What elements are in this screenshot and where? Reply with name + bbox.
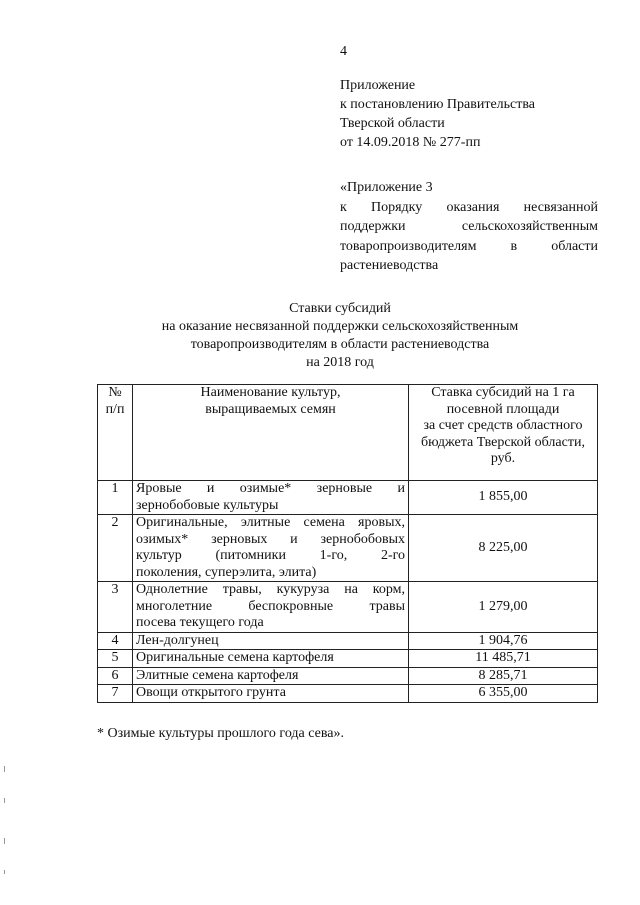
crop-name-line: Элитные семена картофеля	[136, 667, 299, 683]
header-line: руб.	[490, 451, 516, 466]
table-row	[98, 515, 598, 582]
crop-name-line: Оригинальные, элитные семена яровых,	[136, 515, 405, 530]
crop-name-line: озимых* зерновых и зернобобовых	[136, 531, 405, 547]
table-row	[98, 667, 598, 685]
appendix3-line: товаропроизводителям в области	[340, 238, 598, 254]
appendix3-line: поддержки сельскохозяйственным	[340, 219, 598, 234]
table-row	[98, 650, 598, 668]
table-row	[98, 632, 598, 650]
header-line: №	[108, 385, 122, 400]
crop-name	[133, 582, 409, 633]
appendix-line: к постановлению Правительства	[340, 97, 536, 112]
crop-name	[133, 481, 409, 515]
crop-name-line: многолетние беспокровные травы	[136, 598, 405, 614]
rate-value: 1 279,00	[409, 582, 598, 633]
scan-mark	[4, 766, 5, 772]
crop-name-line: поколения, суперэлита, элита)	[136, 564, 317, 580]
crop-name-line: Однолетние травы, кукуруза на корм,	[136, 582, 405, 597]
rate-value: 11 485,71	[409, 650, 598, 668]
appendix3-line: к Порядку оказания несвязанной	[340, 199, 598, 215]
crop-name	[133, 632, 409, 650]
header-number	[98, 385, 133, 481]
crop-name-line: зернобобовые культуры	[136, 497, 279, 513]
document-title	[120, 300, 560, 372]
title-line: Ставки субсидий	[289, 301, 391, 316]
scan-margin-marks	[4, 760, 7, 880]
crop-name-line: Яровые и озимые* зерновые и	[136, 481, 405, 496]
scan-mark	[4, 838, 5, 844]
header-line: выращиваемых семян	[205, 401, 336, 417]
appendix3-line: «Приложение 3	[340, 180, 433, 195]
row-number: 2	[98, 515, 133, 582]
row-number: 7	[98, 685, 133, 703]
row-number: 6	[98, 667, 133, 685]
scan-mark	[4, 798, 5, 803]
appendix-header	[340, 76, 535, 152]
table-row	[98, 481, 598, 515]
crop-name	[133, 650, 409, 668]
scan-mark	[4, 870, 5, 874]
rate-value: 8 285,71	[409, 667, 598, 685]
rate-value: 1 904,76	[409, 632, 598, 650]
crop-name-line: посева текущего года	[136, 615, 264, 630]
header-line: бюджета Тверской области,	[421, 434, 585, 450]
crop-name-line: Овощи открытого грунта	[136, 685, 286, 700]
appendix-3-reference	[340, 178, 598, 276]
page-number: 4	[340, 44, 347, 59]
row-number: 1	[98, 481, 133, 515]
header-line: Наименование культур,	[200, 385, 341, 400]
header-line: п/п	[105, 401, 125, 417]
title-line: товаропроизводителям в области растениеводства	[190, 337, 490, 352]
header-line: посевной площади	[446, 401, 560, 417]
rate-value: 8 225,00	[409, 515, 598, 582]
header-crop-name	[133, 385, 409, 481]
row-number: 5	[98, 650, 133, 668]
crop-name-line: Лен-долгунец	[136, 632, 219, 648]
header-line: за счет средств областного	[423, 418, 583, 433]
subsidy-rates-table	[97, 384, 598, 703]
appendix-line: Приложение	[340, 78, 416, 93]
crop-name-line: Оригинальные семена картофеля	[136, 650, 334, 665]
rate-value: 6 355,00	[409, 685, 598, 703]
rate-value: 1 855,00	[409, 481, 598, 515]
crop-name	[133, 685, 409, 703]
title-line: на оказание несвязанной поддержки сельскохозяйственным	[161, 319, 519, 334]
header-rate	[409, 385, 598, 481]
appendix3-line: растениеводства	[340, 258, 439, 273]
crop-name	[133, 515, 409, 582]
row-number: 4	[98, 632, 133, 650]
table-row	[98, 582, 598, 633]
appendix-line: Тверской области	[340, 116, 445, 131]
footnote: * Озимые культуры прошлого года сева».	[97, 726, 344, 741]
header-line: Ставка субсидий на 1 га	[431, 385, 575, 400]
table-row	[98, 685, 598, 703]
table-header-row	[98, 385, 598, 481]
appendix-line: от 14.09.2018 № 277-пп	[340, 135, 481, 150]
crop-name-line: культур (питомники 1-го, 2-го	[136, 548, 405, 563]
title-line: на 2018 год	[306, 355, 374, 370]
crop-name	[133, 667, 409, 685]
row-number: 3	[98, 582, 133, 633]
